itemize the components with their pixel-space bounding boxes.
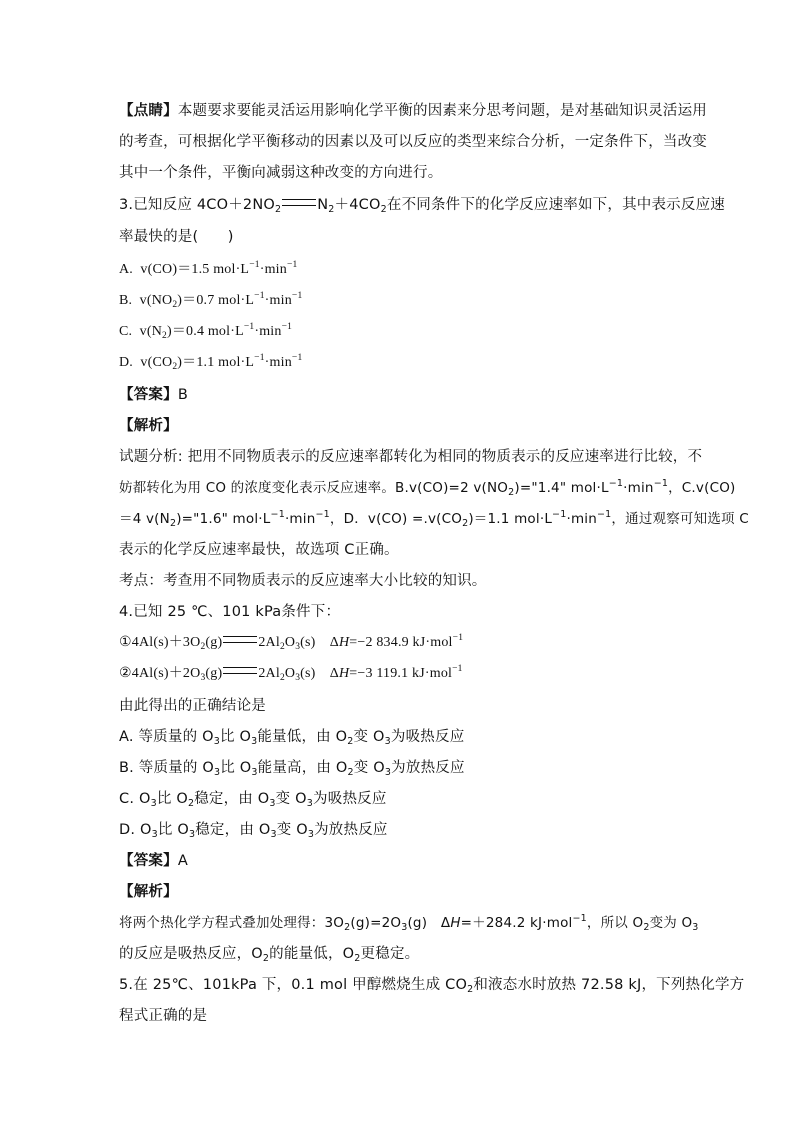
q3-option-c: C. $v(N_2)=0.4$ $mol\cdot L^{-1}\cdot\min^{-1}$: [119, 322, 293, 341]
q3-stem-line-2: 率最快的是( ): [119, 229, 234, 245]
q4-equation-2: $②4Al(s)+2O_3(g)$ $2Al_2O_3(s)$ ΔH=−3 119.1 kJ·mol$^{-1}$: [119, 664, 463, 683]
q3-answer: 【答案】B: [119, 387, 188, 403]
q4-conclusion: 由此得出的正确结论是: [119, 698, 266, 714]
q3-analysis-tag: 【解析】: [119, 418, 178, 434]
q4-equation-1: $①4Al(s)+3O_2(g)$ $2Al_2O_3(s)$ ΔH=−2 834.9 kJ·mol$^{-1}$: [119, 633, 464, 652]
q3-analysis-line-4: 表示的化学反应速率最快，故选项 C正确。: [119, 542, 399, 558]
equal-arrow-icon: [282, 199, 316, 206]
q3-kaodian: 考点：考查用不同物质表示的反应速率大小比较的知识。: [119, 573, 487, 589]
q5-stem-line-2: 程式正确的是: [119, 1008, 208, 1024]
q3-option-b: B. $v(NO_2)=0.7$ $mol\cdot L^{-1}\cdot\min^{-1}$: [119, 291, 303, 310]
q4-option-b: B. 等质量的 $O_3$比 $O_3$能量高，由 $O_2$变 $O_3$为放热反应: [119, 760, 465, 778]
q4-analysis-line-2: 的反应是吸热反应，$O_2$的能量低，$O_2$更稳定。: [119, 946, 420, 964]
q5-stem: 5.在 25℃、101kPa 下，0.1 mol 甲醇燃烧生成 $CO_2$和液态水时放热 72.58 kJ，下列热化学方: [119, 977, 745, 995]
q4-stem: 4.已知 25 ℃、101 kPa条件下：: [119, 604, 341, 620]
q4-analysis-line-1: 将两个热化学方程式叠加处理得：$3O_2(g)=2O_3(g)$ ΔH=＋284.2 kJ·mol$^{-1}$，所以 $O_2$变为 $O_3$: [119, 913, 699, 933]
q3-stem: 3.已知反应 $4CO+2NO_2$ $N_2+4CO_2$在不同条件下的化学反应速率如下，其中表示反应速: [119, 197, 725, 215]
dianjing-tag: 【点睛】: [119, 103, 178, 119]
q4-option-a: A. 等质量的 $O_3$比 $O_3$能量低，由 $O_2$变 $O_3$为吸热反应: [119, 729, 465, 747]
q4-answer: 【答案】A: [119, 853, 188, 869]
q3-analysis-line-3: ＝4 $v(N_2)="1.6$" $mol\cdot L^{-1}\cdot\min^{-1}$，D．$v(CO) =.v(CO_2)=1.1$ $mol\cdot L^{-1}\cdot\min^{-1}$，通过观察可知选项 C: [119, 509, 749, 529]
q4-option-d: D. $O_3$比 $O_3$稳定，由 $O_3$变 $O_3$为放热反应: [119, 822, 388, 840]
dianjing-line-3: 其中一个条件，平衡向减弱这种改变的方向进行。: [119, 165, 443, 181]
dianjing-line-2: 的考查，可根据化学平衡移动的因素以及可以反应的类型来综合分析，一定条件下，当改变: [119, 134, 707, 150]
q3-analysis-line-1: 试题分析: 把用不同物质表示的反应速率都转化为相同的物质表示的反应速率进行比较，不: [119, 449, 703, 465]
dianjing-line-1: 【点睛】本题要求要能灵活运用影响化学平衡的因素来分思考问题，是对基础知识灵活运用: [119, 103, 708, 119]
q3-option-a: A. v(CO)＝1.5 $mol\cdot L^{-1}\cdot\min^{-1}$: [119, 260, 298, 277]
q3-option-d: D. $v(CO_2)=1.1$ $mol\cdot L^{-1}\cdot\min^{-1}$: [119, 353, 303, 372]
q4-option-c: C. $O_3$比 $O_2$稳定，由 $O_3$变 $O_3$为吸热反应: [119, 791, 387, 809]
equal-arrow-icon: [223, 636, 257, 643]
q4-analysis-tag: 【解析】: [119, 884, 178, 900]
q3-analysis-line-2: 妨都转化为用 CO 的浓度变化表示反应速率。B.v(CO)=2 $v(NO_2)="1.4$" $mol\cdot L^{-1}\cdot\min^{-1}$，C.v(CO): [119, 478, 736, 498]
equal-arrow-icon: [223, 667, 257, 674]
